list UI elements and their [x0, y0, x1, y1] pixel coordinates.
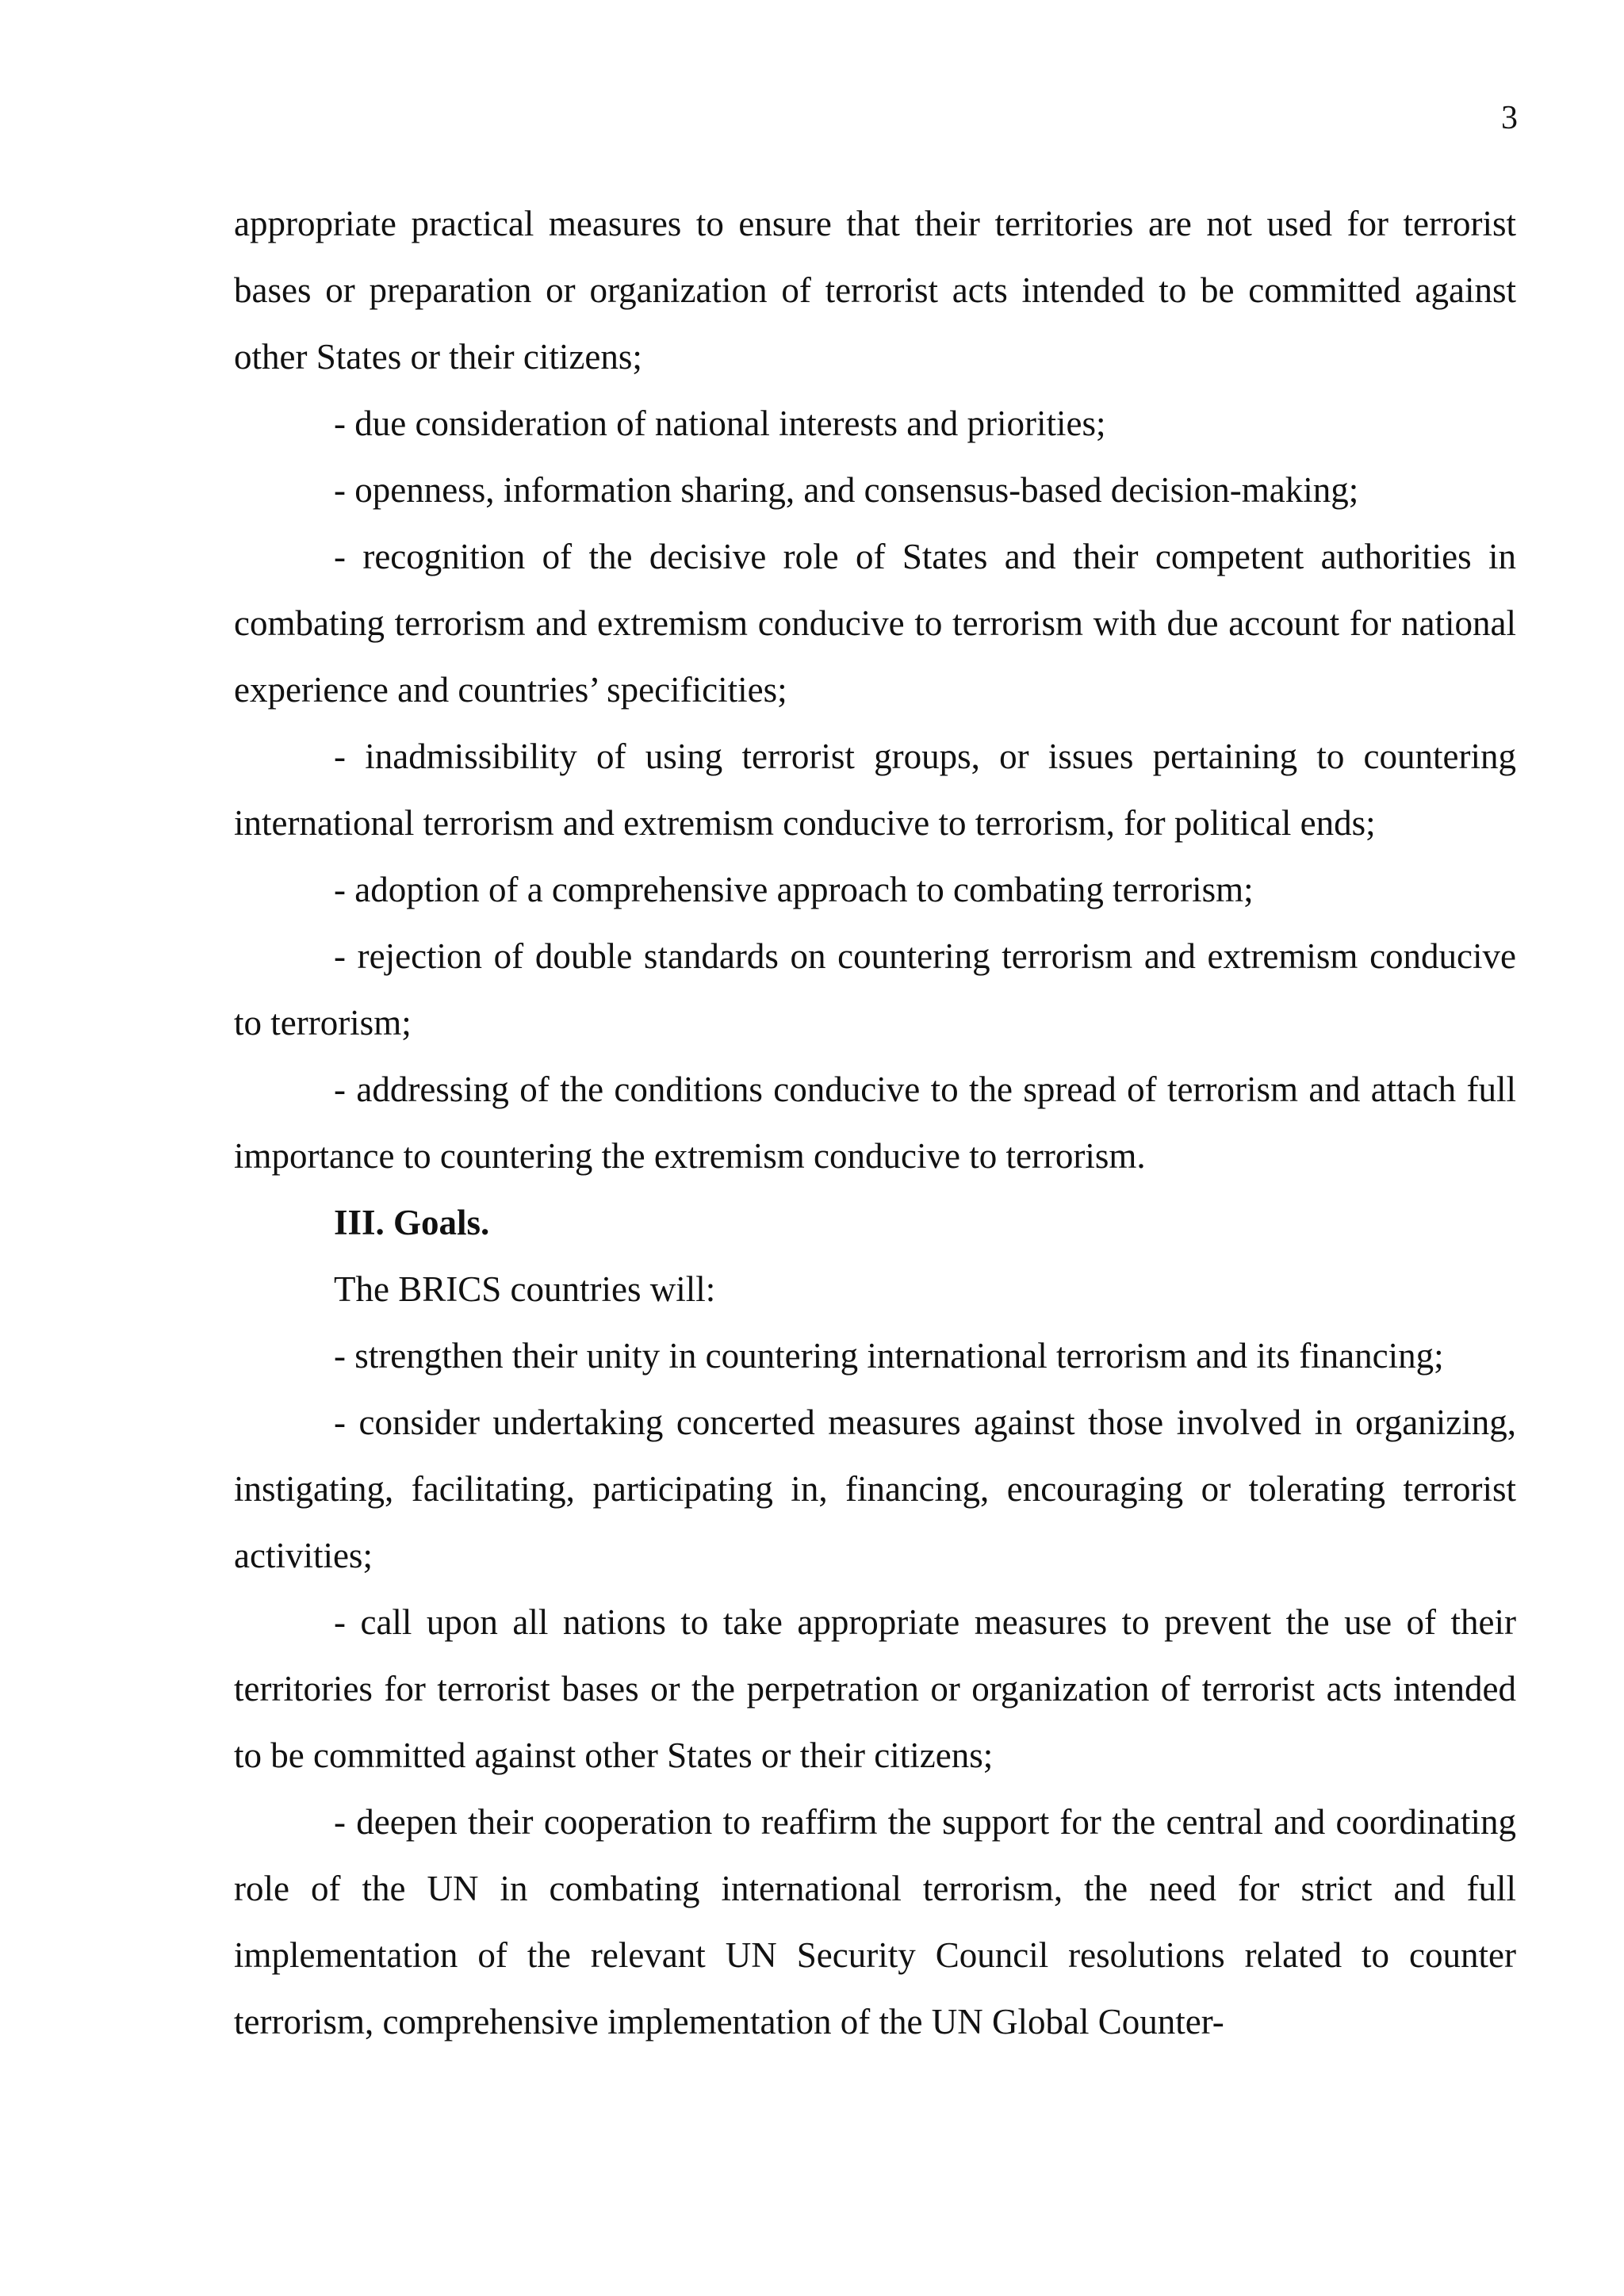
- list-item: - rejection of double standards on countering terrorism and extremism conducive to terrorism;: [234, 936, 1516, 1043]
- list-item: - due consideration of national interests and priorities;: [334, 404, 1106, 443]
- list-item: - strengthen their unity in countering international terrorism and its financing;: [334, 1336, 1444, 1376]
- list-item: - recognition of the decisive role of States and their competent authorities in combating terrorism and extremism conducive to terrorism with due account for national experience and countries’ specificities;: [234, 537, 1516, 710]
- list-item: - call upon all nations to take appropriate measures to prevent the use of their territories for terrorist bases or the perpetration or organization of terrorist acts intended to be committed against other States or their citizens;: [234, 1602, 1516, 1775]
- paragraph-continuation: appropriate practical measures to ensure that their territories are not used for terrorist bases or preparation or organization of terrorist acts intended to be committed against other States or their citizens;: [234, 204, 1516, 377]
- list-item: - deepen their cooperation to reaffirm the support for the central and coordinating role of the UN in combating international terrorism, the need for strict and full implementation of the relevant UN Security Council resolutions related to counter terrorism, comprehensive implementation of the UN Global Counter-: [234, 1802, 1516, 2042]
- list-item: - consider undertaking concerted measures against those involved in organizing, instigating, facilitating, participating in, financing, encouraging or tolerating terrorist activities;: [234, 1402, 1516, 1575]
- list-item: - adoption of a comprehensive approach to combating terrorism;: [334, 870, 1254, 909]
- section-heading: III. Goals.: [334, 1203, 490, 1242]
- list-item: - openness, information sharing, and consensus-based decision-making;: [334, 470, 1359, 510]
- intro-paragraph: The BRICS countries will:: [334, 1269, 716, 1309]
- page-number: 3: [1501, 100, 1518, 136]
- document-body: [234, 190, 1516, 2055]
- list-item: - inadmissibility of using terrorist groups, or issues pertaining to countering international terrorism and extremism conducive to terrorism, for political ends;: [234, 737, 1516, 843]
- list-item: - addressing of the conditions conducive to the spread of terrorism and attach full importance to countering the extremism conducive to terrorism.: [234, 1070, 1516, 1176]
